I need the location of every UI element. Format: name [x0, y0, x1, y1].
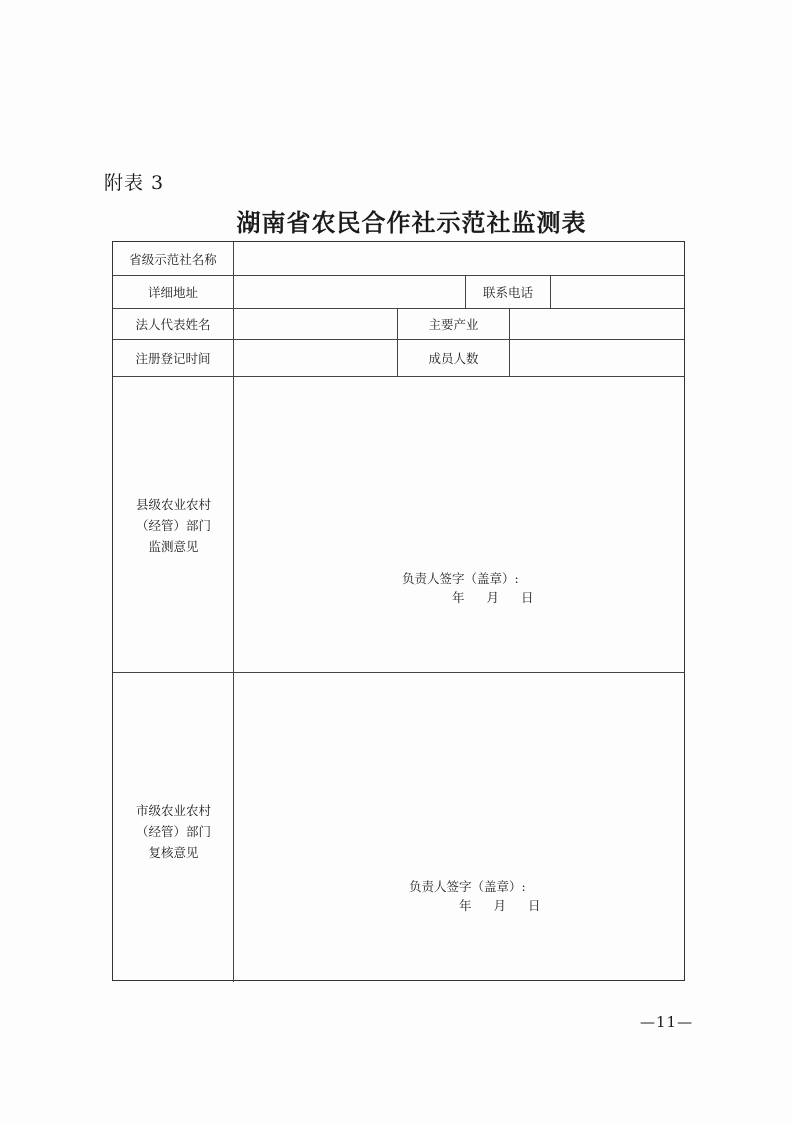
phone-label: 联系电话 [482, 284, 533, 300]
city-signature-label: 负责人签字（盖章）: [409, 879, 526, 894]
city-date-month: 月 [493, 898, 507, 913]
county-label-line: 监测意见 [148, 539, 199, 554]
city-label-line: 复核意见 [148, 845, 199, 860]
member-count-label: 成员人数 [428, 350, 479, 366]
county-opinion-label [113, 494, 234, 557]
county-date-year: 年 [452, 590, 465, 605]
county-date-day: 日 [521, 590, 534, 605]
county-label-line: 县级农业农村 [135, 497, 211, 512]
appendix-label: 附表 3 [104, 172, 165, 194]
city-opinion-field[interactable] [234, 673, 684, 980]
main-industry-field[interactable] [510, 308, 684, 339]
member-count-field[interactable] [510, 339, 684, 376]
page-number: —11— [640, 1013, 694, 1031]
coop-name-field[interactable] [234, 242, 684, 275]
city-label-line: 市级农业农村 [135, 803, 211, 818]
city-date-line [409, 896, 563, 915]
county-signature-label: 负责人签字（盖章）: [402, 571, 519, 586]
city-signature-block [409, 877, 563, 915]
county-date-month: 月 [486, 590, 500, 605]
city-opinion-label [113, 800, 234, 863]
city-date-day: 日 [528, 898, 541, 913]
address-label: 详细地址 [147, 284, 198, 300]
legal-rep-field[interactable] [234, 308, 397, 339]
legal-rep-label: 法人代表姓名 [135, 316, 211, 332]
address-field[interactable] [234, 275, 465, 308]
monitoring-form [112, 241, 685, 981]
city-label-line: （经管）部门 [135, 824, 211, 839]
county-opinion-field[interactable] [234, 377, 684, 672]
reg-date-label: 注册登记时间 [135, 350, 211, 366]
reg-date-field[interactable] [234, 339, 397, 376]
document-title: 湖南省农民合作社示范社监测表 [236, 208, 587, 237]
county-signature-block [402, 569, 556, 607]
coop-name-label: 省级示范社名称 [129, 251, 217, 267]
main-industry-label: 主要产业 [428, 316, 479, 332]
city-date-year: 年 [459, 898, 472, 913]
county-date-line [402, 588, 556, 607]
phone-field[interactable] [551, 275, 684, 308]
county-label-line: （经管）部门 [135, 518, 211, 533]
